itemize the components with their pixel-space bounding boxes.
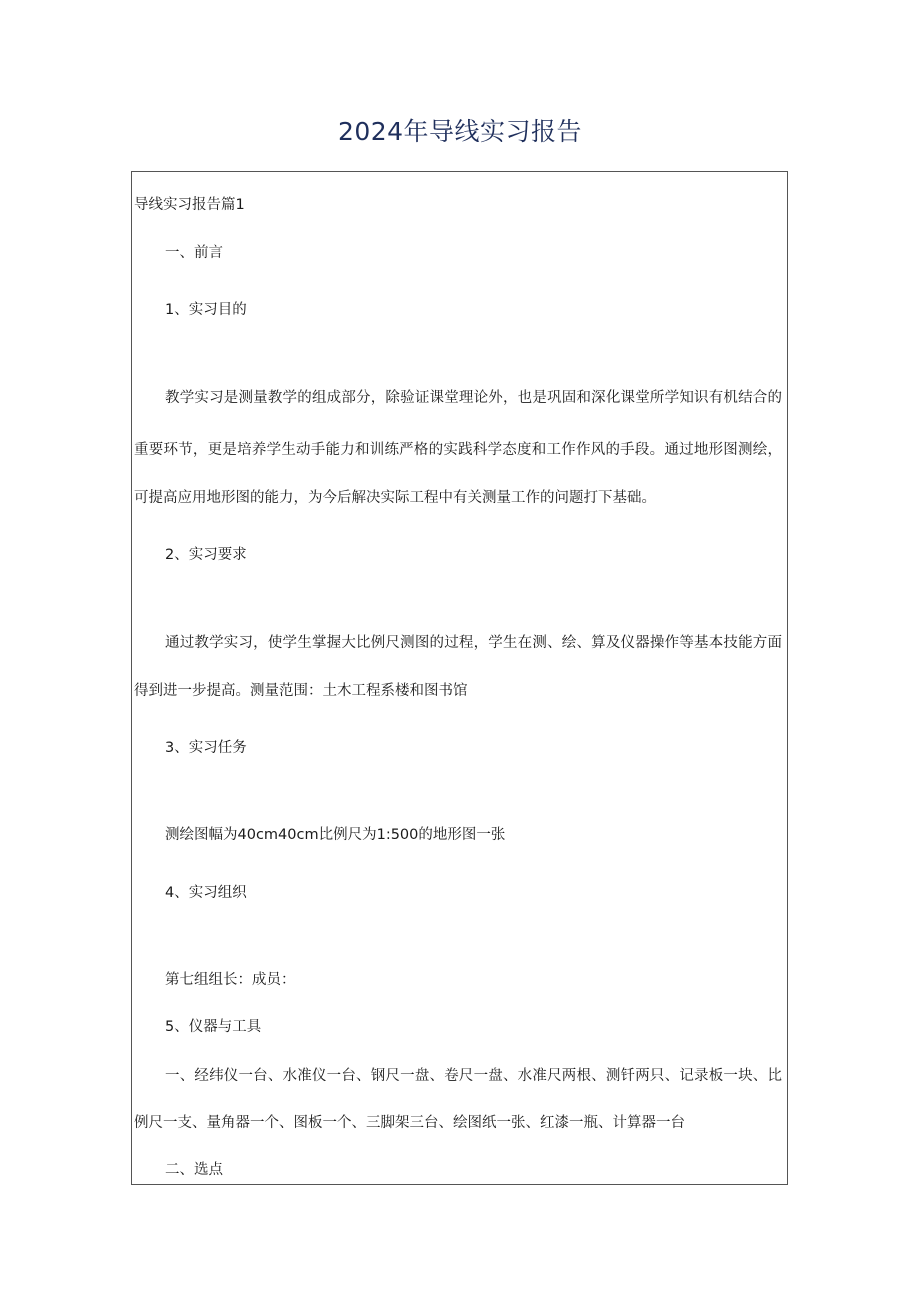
paragraph-requirements-line-2: 得到进一步提高。测量范围：土木工程系楼和图书馆 <box>134 683 468 699</box>
item-heading-purpose: 1、实习目的 <box>165 302 247 318</box>
item-heading-instruments: 5、仪器与工具 <box>165 1019 262 1035</box>
section-heading-site-selection: 二、选点 <box>165 1162 223 1178</box>
report-heading: 导线实习报告篇1 <box>134 197 245 213</box>
paragraph-instruments-line-2: 例尺一支、量角器一个、图板一个、三脚架三台、绘图纸一张、红漆一瓶、计算器一台 <box>134 1115 685 1131</box>
paragraph-tasks: 测绘图幅为40cm40cm比例尺为1:500的地形图一张 <box>165 827 506 843</box>
paragraph-purpose-line-3: 可提高应用地形图的能力，为今后解决实际工程中有关测量工作的问题打下基础。 <box>134 490 656 506</box>
paragraph-organization: 第七组组长：成员： <box>165 972 296 988</box>
paragraph-purpose-line-2: 重要环节，更是培养学生动手能力和训练严格的实践科学态度和工作作风的手段。通过地形图测绘， <box>134 442 782 458</box>
item-heading-organization: 4、实习组织 <box>165 885 247 901</box>
paragraph-instruments-line-1: 一、经纬仪一台、水准仪一台、钢尺一盘、卷尺一盘、水准尺两根、测钎两只、记录板一块、比 <box>165 1068 782 1084</box>
item-heading-tasks: 3、实习任务 <box>165 740 247 756</box>
item-heading-requirements: 2、实习要求 <box>165 547 247 563</box>
section-heading-preface: 一、前言 <box>165 245 223 261</box>
paragraph-requirements-line-1: 通过教学实习，使学生掌握大比例尺测图的过程，学生在测、绘、算及仪器操作等基本技能方面 <box>165 635 782 651</box>
document-title: 2024年导线实习报告 <box>337 117 583 146</box>
paragraph-purpose-line-1: 教学实习是测量教学的组成部分，除验证课堂理论外，也是巩固和深化课堂所学知识有机结合的 <box>165 390 782 406</box>
